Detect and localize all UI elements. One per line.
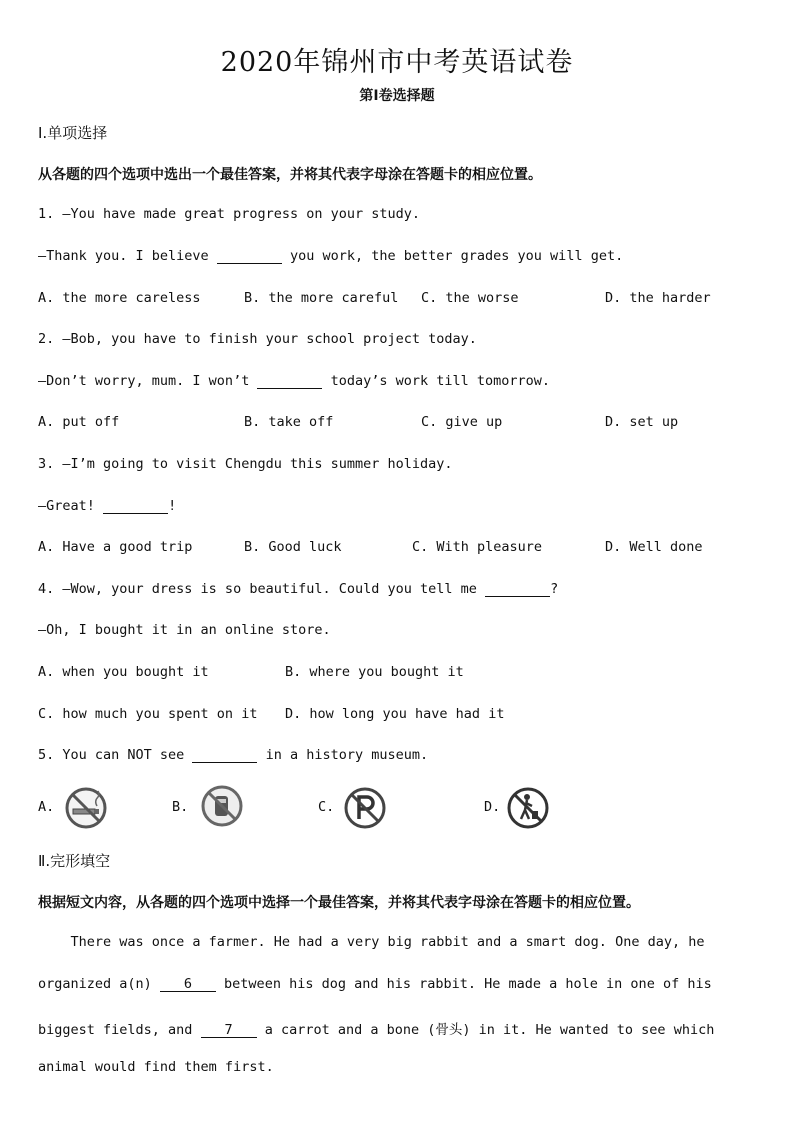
passage-line-1: There was once a farmer. He had a very big rabbit and a smart dog. One day, he bbox=[38, 934, 705, 950]
q4-stem-start: 4. —Wow, your dress is so beautiful. Could you tell me bbox=[38, 581, 486, 597]
section2-instruction: 根据短文内容，从各题的四个选项中选择一个最佳答案，并将其代表字母涂在答题卡的相应位置。 bbox=[38, 895, 640, 911]
q3-option-c[interactable]: C. With pleasure bbox=[412, 539, 543, 555]
q2-option-b[interactable]: B. take off bbox=[244, 414, 334, 430]
q5-stem-start: 5. You can NOT see bbox=[38, 747, 193, 763]
q5-stem bbox=[38, 747, 428, 763]
q5-option-d[interactable]: D. bbox=[484, 799, 501, 815]
q1-stem: 1. —You have made great progress on your study. bbox=[38, 206, 421, 222]
q4-option-a[interactable]: A. when you bought it bbox=[38, 664, 209, 680]
q3-response-end: ! bbox=[168, 498, 177, 514]
q3-response-start: —Great! bbox=[38, 498, 104, 514]
q3-response bbox=[38, 498, 176, 514]
q3-option-b[interactable]: B. Good luck bbox=[244, 539, 342, 555]
q5-option-a[interactable]: A. bbox=[38, 799, 55, 815]
q2-response-end: today’s work till tomorrow. bbox=[322, 373, 551, 389]
no-parking-icon[interactable] bbox=[343, 786, 387, 830]
q4-stem-end: ? bbox=[550, 581, 559, 597]
passage-line-4: animal would find them first. bbox=[38, 1059, 274, 1075]
q2-response bbox=[38, 373, 550, 389]
q2-stem: 2. —Bob, you have to finish your school project today. bbox=[38, 331, 477, 347]
q4-stem bbox=[38, 581, 558, 597]
q2-option-c[interactable]: C. give up bbox=[421, 414, 503, 430]
no-littering-icon[interactable] bbox=[506, 786, 550, 830]
section1-instruction: 从各题的四个选项中选出一个最佳答案，并将其代表字母涂在答题卡的相应位置。 bbox=[38, 167, 542, 183]
no-smoking-icon[interactable] bbox=[64, 786, 108, 830]
q4-option-b[interactable]: B. where you bought it bbox=[285, 664, 464, 680]
blank-7: 7 bbox=[201, 1023, 257, 1038]
q4-option-c[interactable]: C. how much you spent on it bbox=[38, 706, 258, 722]
q1-option-d[interactable]: D. the harder bbox=[605, 290, 711, 306]
q1-option-c[interactable]: C. the worse bbox=[421, 290, 519, 306]
q5-option-c[interactable]: C. bbox=[318, 799, 335, 815]
passage-line-3-end: a carrot and a bone (骨头) in it. He wanted to see which bbox=[256, 1022, 715, 1038]
page-title: 2020年锦州市中考英语试卷 bbox=[220, 47, 574, 78]
q4-option-d[interactable]: D. how long you have had it bbox=[285, 706, 505, 722]
section1-heading: Ⅰ.单项选择 bbox=[38, 124, 108, 142]
q1-blank bbox=[217, 249, 282, 264]
q3-option-d[interactable]: D. Well done bbox=[605, 539, 703, 555]
no-food-icon[interactable] bbox=[200, 784, 244, 828]
passage-line-3-start: biggest fields, and bbox=[38, 1022, 201, 1038]
q1-response-end: you work, the better grades you will get. bbox=[281, 248, 624, 264]
q1-option-b[interactable]: B. the more careful bbox=[244, 290, 399, 306]
q3-blank bbox=[103, 499, 168, 514]
q3-option-a[interactable]: A. Have a good trip bbox=[38, 539, 193, 555]
q2-response-start: —Don’t worry, mum. I won’t bbox=[38, 373, 258, 389]
passage-line-2 bbox=[38, 976, 712, 992]
q4-blank bbox=[485, 582, 550, 597]
q5-stem-end: in a history museum. bbox=[257, 747, 429, 763]
q3-stem: 3. —I’m going to visit Chengdu this summer holiday. bbox=[38, 456, 453, 472]
blank-6: 6 bbox=[160, 977, 216, 992]
passage-line-2-start: organized a(n) bbox=[38, 976, 160, 992]
q5-blank bbox=[192, 748, 257, 763]
q2-option-a[interactable]: A. put off bbox=[38, 414, 120, 430]
q2-option-d[interactable]: D. set up bbox=[605, 414, 679, 430]
q2-blank bbox=[257, 374, 322, 389]
q4-response: —Oh, I bought it in an online store. bbox=[38, 622, 331, 638]
section2-heading: Ⅱ.完形填空 bbox=[38, 852, 111, 870]
q1-response-start: —Thank you. I believe bbox=[38, 248, 217, 264]
q1-response bbox=[38, 248, 623, 264]
passage-line-3 bbox=[38, 1018, 714, 1038]
q5-option-b[interactable]: B. bbox=[172, 799, 189, 815]
q1-option-a[interactable]: A. the more careless bbox=[38, 290, 201, 306]
passage-line-2-end: between his dog and his rabbit. He made a hole in one of his bbox=[215, 976, 712, 992]
page-subtitle: 第Ⅰ卷选择题 bbox=[359, 88, 435, 104]
